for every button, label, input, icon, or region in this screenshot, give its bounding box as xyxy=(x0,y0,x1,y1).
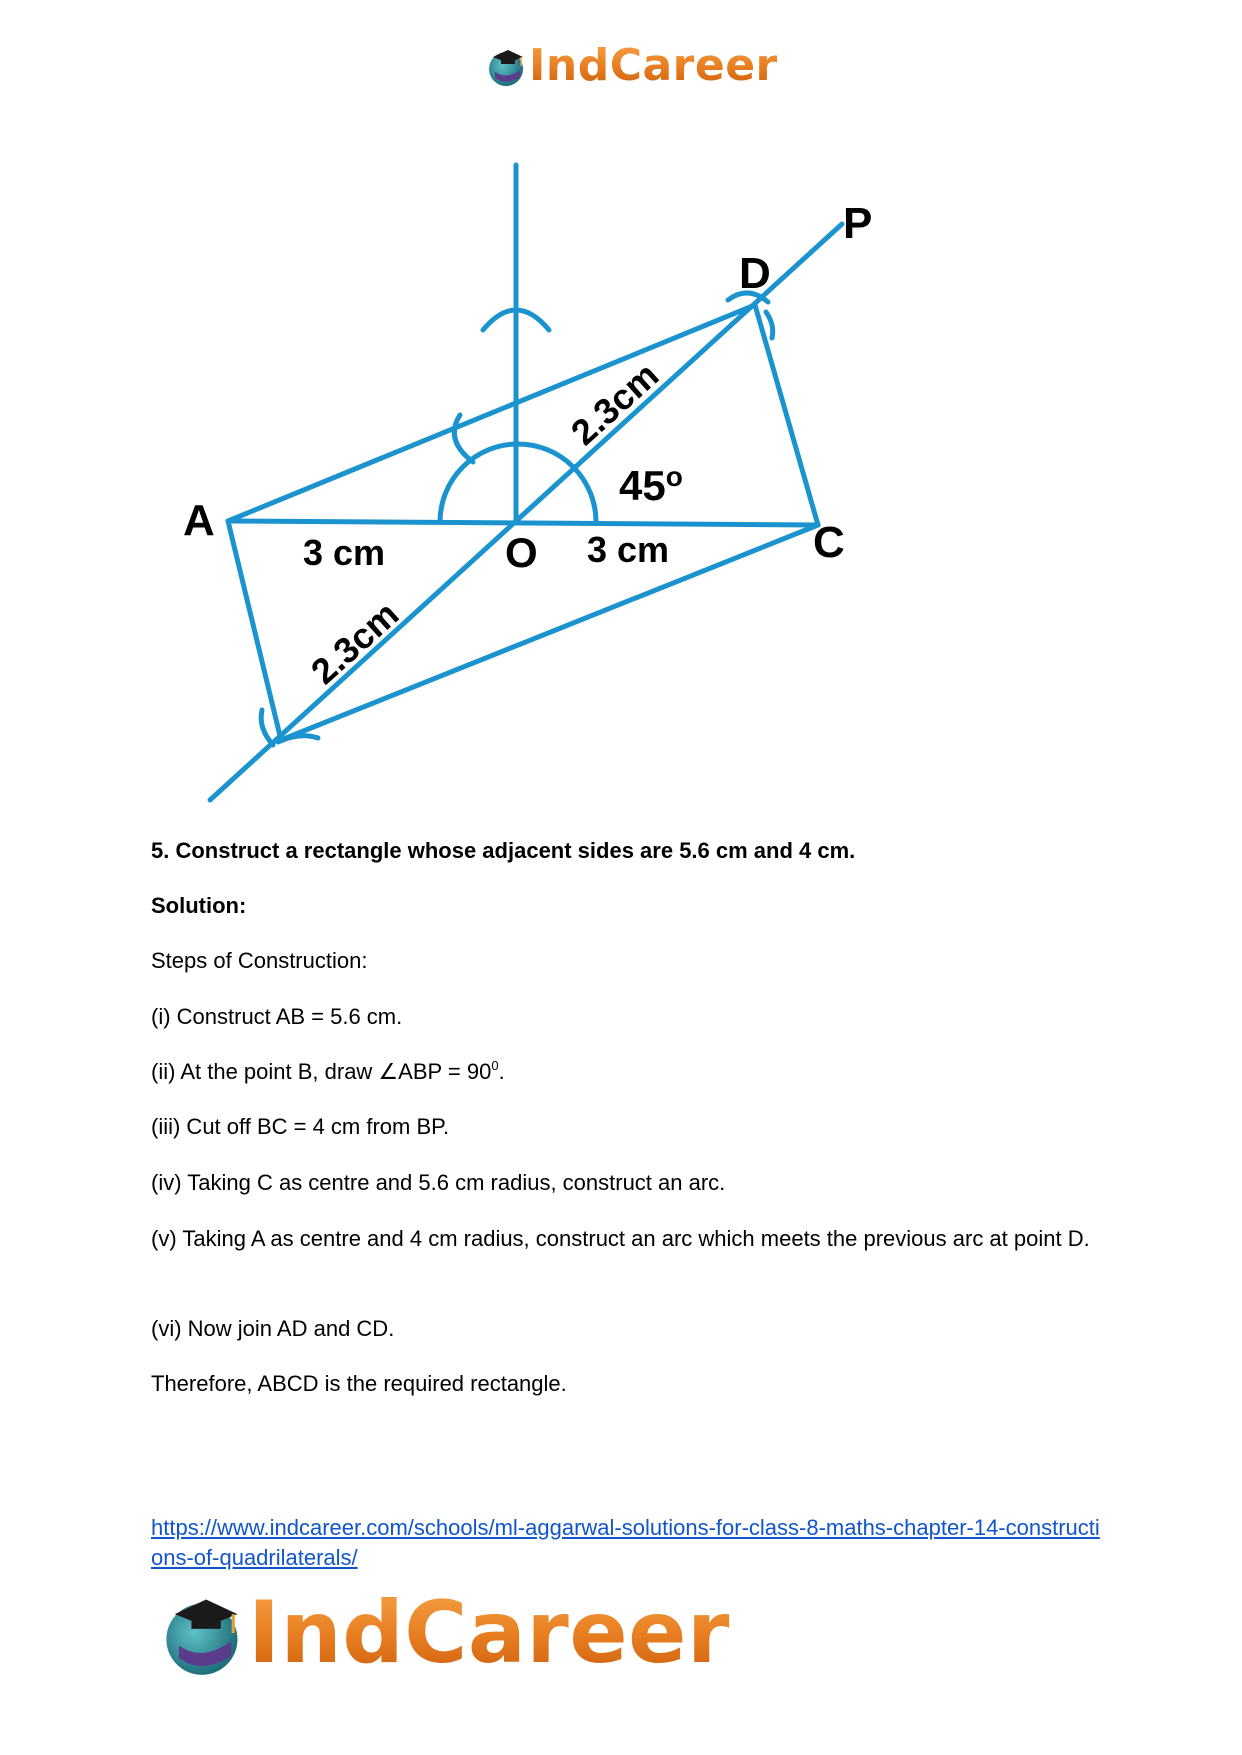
question: 5. Construct a rectangle whose adjacent sides are 5.6 cm and 4 cm. xyxy=(151,838,856,863)
label-d: D xyxy=(739,249,771,298)
label-ao: 3 cm xyxy=(303,532,386,573)
steps-heading: Steps of Construction: xyxy=(151,948,368,973)
diagonal-line-ac xyxy=(228,521,818,525)
label-c: C xyxy=(813,518,845,567)
logo-text: IndCareer xyxy=(529,40,778,91)
label-oc: 3 cm xyxy=(587,529,670,570)
conclusion: Therefore, ABCD is the required rectangle. xyxy=(151,1371,567,1396)
side-ba xyxy=(228,521,281,740)
step-superscript: 0 xyxy=(491,1058,499,1073)
solution-label: Solution: xyxy=(151,893,247,918)
construction-diagram xyxy=(0,0,1242,820)
label-angle xyxy=(619,461,683,509)
step-text: (ii) At the point B, draw ∠ABP = 90 xyxy=(151,1059,492,1084)
label-ob: 2.3cm xyxy=(302,593,407,692)
angle-degree: o xyxy=(665,461,683,492)
step-item: (i) Construct AB = 5.6 cm. xyxy=(151,1004,403,1029)
step-item: (iv) Taking C as centre and 5.6 cm radius, construct an arc. xyxy=(151,1170,726,1195)
arc-b-left xyxy=(261,710,273,745)
arc-d-right xyxy=(766,312,773,338)
label-a: A xyxy=(183,496,215,545)
step-item: (v) Taking A as centre and 4 cm radius, construct an arc which meets the previous arc at point D. xyxy=(151,1226,1090,1251)
angle-value: 45 xyxy=(619,462,666,509)
side-dc xyxy=(755,305,818,525)
graduation-cap-globe-icon xyxy=(162,1587,246,1679)
logo-text: IndCareer xyxy=(248,1583,730,1683)
source-link[interactable]: https://www.indcareer.com/schools/ml-aggarwal-solutions-for-class-8-maths-chapter-14-constructions-of-quadrilaterals/ xyxy=(151,1515,1100,1570)
step-item: (vi) Now join AD and CD. xyxy=(151,1316,395,1341)
label-o: O xyxy=(505,529,538,576)
footer-logo[interactable] xyxy=(162,1583,730,1683)
step-item xyxy=(151,1057,1101,1087)
step-item: (iii) Cut off BC = 4 cm from BP. xyxy=(151,1114,450,1139)
label-od: 2.3cm xyxy=(562,354,667,453)
step-end: . xyxy=(498,1059,505,1084)
label-p: P xyxy=(843,199,873,248)
